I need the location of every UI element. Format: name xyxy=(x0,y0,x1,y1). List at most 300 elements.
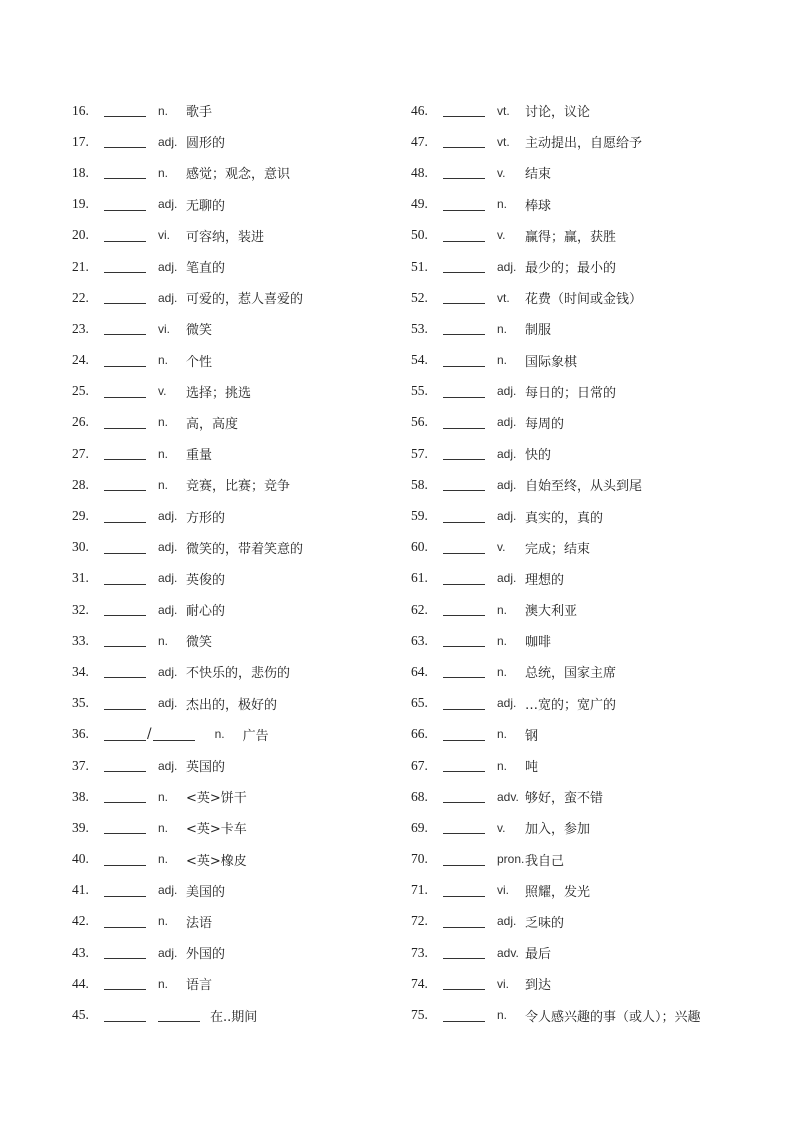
vocab-row xyxy=(411,500,751,531)
answer-blank[interactable] xyxy=(443,977,485,990)
item-number: 58. xyxy=(411,476,428,492)
item-number: 72. xyxy=(411,913,428,929)
chinese-meaning: 我自己 xyxy=(525,853,565,869)
chinese-meaning: 耐心的 xyxy=(186,604,226,620)
vocab-row xyxy=(411,812,751,843)
answer-blank[interactable] xyxy=(104,510,146,523)
vocab-row xyxy=(72,750,392,781)
part-of-speech: pron. xyxy=(497,852,525,867)
part-of-speech: v. xyxy=(158,384,167,399)
chinese-meaning: …宽的；宽广的 xyxy=(525,697,617,713)
vocab-row xyxy=(72,126,392,157)
vocab-row xyxy=(72,251,392,282)
item-number: 59. xyxy=(411,508,428,524)
vocab-row xyxy=(411,469,751,500)
answer-blank[interactable] xyxy=(443,198,485,211)
answer-blank[interactable] xyxy=(443,166,485,179)
slash-separator: / xyxy=(147,726,152,743)
vocab-row xyxy=(411,282,751,313)
answer-blank[interactable] xyxy=(104,198,146,211)
vocab-row xyxy=(72,906,392,937)
vocab-row xyxy=(411,376,751,407)
part-of-speech: n. xyxy=(158,446,169,461)
part-of-speech: n. xyxy=(497,664,508,679)
part-of-speech: v. xyxy=(497,165,506,180)
chinese-meaning: 加入，参加 xyxy=(525,822,591,838)
chinese-meaning: 高，高度 xyxy=(186,416,239,432)
part-of-speech: adv. xyxy=(497,789,519,804)
answer-blank[interactable] xyxy=(104,447,146,460)
chinese-meaning: 制服 xyxy=(525,323,552,339)
chinese-meaning: 钢 xyxy=(525,728,539,744)
vocab-row xyxy=(72,563,392,594)
vocab-row xyxy=(72,844,392,875)
answer-blank[interactable] xyxy=(104,759,146,772)
item-number: 69. xyxy=(411,819,428,835)
vocab-row xyxy=(411,656,751,687)
chinese-meaning: 选择；挑选 xyxy=(186,385,252,401)
answer-blank[interactable] xyxy=(443,915,485,928)
item-number: 46. xyxy=(411,102,428,118)
part-of-speech: n. xyxy=(497,758,508,773)
chinese-meaning: 美国的 xyxy=(186,884,226,900)
vocab-row xyxy=(72,189,392,220)
part-of-speech: vi. xyxy=(497,976,509,991)
part-of-speech: n. xyxy=(214,727,225,742)
part-of-speech: n. xyxy=(497,633,508,648)
vocab-row xyxy=(411,189,751,220)
part-of-speech: v. xyxy=(497,540,506,555)
part-of-speech: adj. xyxy=(497,259,517,274)
chinese-meaning: 无聊的 xyxy=(186,198,226,214)
chinese-meaning: 可爱的，惹人喜爱的 xyxy=(186,292,304,308)
answer-blank[interactable] xyxy=(104,603,146,616)
part-of-speech: adj. xyxy=(497,696,517,711)
item-number: 37. xyxy=(72,757,89,773)
vocab-row xyxy=(72,688,392,719)
answer-blank[interactable] xyxy=(443,510,485,523)
answer-blank[interactable] xyxy=(104,946,146,959)
vocab-row xyxy=(72,407,392,438)
item-number: 65. xyxy=(411,695,428,711)
vocab-row xyxy=(411,407,751,438)
chinese-meaning: 照耀，发光 xyxy=(525,884,591,900)
vocab-row xyxy=(72,220,392,251)
chinese-meaning: 咖啡 xyxy=(525,635,552,651)
part-of-speech: n. xyxy=(158,914,169,929)
chinese-meaning: <英>卡车 xyxy=(186,822,247,838)
vocab-row xyxy=(72,594,392,625)
chinese-meaning: 个性 xyxy=(186,354,213,370)
item-number: 60. xyxy=(411,539,428,555)
vocab-row xyxy=(72,812,392,843)
item-number: 54. xyxy=(411,352,428,368)
chinese-meaning: 理想的 xyxy=(525,572,565,588)
item-number: 45. xyxy=(72,1007,89,1023)
answer-blank[interactable] xyxy=(104,853,146,866)
item-number: 48. xyxy=(411,164,428,180)
answer-blank[interactable] xyxy=(443,478,485,491)
item-number: 41. xyxy=(72,882,89,898)
item-number: 21. xyxy=(72,258,89,274)
chinese-meaning: 花费（时间或金钱） xyxy=(525,292,643,308)
item-number: 20. xyxy=(72,227,89,243)
vocab-row xyxy=(411,220,751,251)
answer-blank[interactable] xyxy=(104,291,146,304)
vocab-row xyxy=(72,157,392,188)
part-of-speech: adj. xyxy=(158,664,178,679)
part-of-speech: adj. xyxy=(158,540,178,555)
item-number: 25. xyxy=(72,383,89,399)
part-of-speech: n. xyxy=(158,165,169,180)
chinese-meaning: 赢得；赢，获胜 xyxy=(525,229,617,245)
item-number: 49. xyxy=(411,196,428,212)
chinese-meaning: 不快乐的，悲伤的 xyxy=(186,666,291,682)
item-number: 16. xyxy=(72,102,89,118)
answer-blank[interactable] xyxy=(104,104,146,117)
part-of-speech: v. xyxy=(497,820,506,835)
vocab-row xyxy=(72,532,392,563)
answer-blank[interactable] xyxy=(443,821,485,834)
part-of-speech: vt. xyxy=(497,290,510,305)
item-number: 23. xyxy=(72,320,89,336)
chinese-meaning: 主动提出，自愿给予 xyxy=(525,136,643,152)
item-number: 71. xyxy=(411,882,428,898)
answer-blank[interactable] xyxy=(443,665,485,678)
answer-blank[interactable] xyxy=(153,728,195,741)
vocab-row xyxy=(411,532,751,563)
chinese-meaning: 澳大利亚 xyxy=(525,604,578,620)
answer-blank[interactable] xyxy=(104,478,146,491)
chinese-meaning: 外国的 xyxy=(186,947,226,963)
answer-blank[interactable] xyxy=(104,135,146,148)
item-number: 33. xyxy=(72,632,89,648)
item-number: 39. xyxy=(72,819,89,835)
chinese-meaning: 真实的，真的 xyxy=(525,510,604,526)
chinese-meaning: 结束 xyxy=(525,167,552,183)
item-number: 67. xyxy=(411,757,428,773)
vocab-row xyxy=(411,625,751,656)
chinese-meaning: 英国的 xyxy=(186,760,226,776)
answer-blank[interactable] xyxy=(443,853,485,866)
part-of-speech: n. xyxy=(158,820,169,835)
answer-blank[interactable] xyxy=(443,572,485,585)
answer-blank[interactable] xyxy=(104,1009,146,1022)
answer-blank[interactable] xyxy=(104,260,146,273)
chinese-meaning: 完成；结束 xyxy=(525,541,591,557)
vocab-row xyxy=(411,688,751,719)
answer-blank[interactable] xyxy=(104,915,146,928)
chinese-meaning: 吨 xyxy=(525,760,539,776)
chinese-meaning: 歌手 xyxy=(186,105,213,121)
vocab-row xyxy=(72,345,392,376)
chinese-meaning: 在..期间 xyxy=(210,1009,258,1025)
part-of-speech: vt. xyxy=(497,134,510,149)
part-of-speech: n. xyxy=(158,633,169,648)
chinese-meaning: 可容纳，装进 xyxy=(186,229,265,245)
vocab-row xyxy=(411,313,751,344)
item-number: 61. xyxy=(411,570,428,586)
vocab-row xyxy=(411,999,751,1030)
answer-blank[interactable] xyxy=(104,665,146,678)
answer-blank[interactable] xyxy=(443,697,485,710)
answer-blank[interactable] xyxy=(104,322,146,335)
item-number: 26. xyxy=(72,414,89,430)
part-of-speech: adj. xyxy=(158,696,178,711)
part-of-speech: adv. xyxy=(497,945,519,960)
vocab-row xyxy=(411,95,751,126)
answer-blank[interactable] xyxy=(443,603,485,616)
item-number: 75. xyxy=(411,1007,428,1023)
answer-blank[interactable] xyxy=(443,135,485,148)
part-of-speech: adj. xyxy=(497,477,517,492)
answer-blank[interactable] xyxy=(443,229,485,242)
item-number: 64. xyxy=(411,663,428,679)
item-number: 63. xyxy=(411,632,428,648)
part-of-speech: adj. xyxy=(158,758,178,773)
vocab-row xyxy=(411,937,751,968)
vocab-row xyxy=(72,719,392,750)
chinese-meaning: 最后 xyxy=(525,947,552,963)
item-number: 57. xyxy=(411,445,428,461)
chinese-meaning: 重量 xyxy=(186,448,213,464)
left-column xyxy=(72,95,392,1031)
chinese-meaning: 到达 xyxy=(525,978,552,994)
item-number: 43. xyxy=(72,944,89,960)
part-of-speech: adj. xyxy=(497,914,517,929)
item-number: 29. xyxy=(72,508,89,524)
chinese-meaning: 方形的 xyxy=(186,510,226,526)
part-of-speech: vt. xyxy=(497,103,510,118)
part-of-speech: n. xyxy=(497,353,508,368)
answer-blank[interactable] xyxy=(104,385,146,398)
answer-blank[interactable] xyxy=(104,697,146,710)
item-number: 50. xyxy=(411,227,428,243)
chinese-meaning: 令人感兴趣的事（或人）；兴趣 xyxy=(525,1009,701,1025)
item-number: 70. xyxy=(411,851,428,867)
vocab-row xyxy=(411,875,751,906)
part-of-speech: adj. xyxy=(158,197,178,212)
part-of-speech: adj. xyxy=(497,446,517,461)
vocab-row xyxy=(411,126,751,157)
item-number: 34. xyxy=(72,663,89,679)
answer-blank[interactable] xyxy=(443,354,485,367)
item-number: 38. xyxy=(72,788,89,804)
vocab-row xyxy=(411,563,751,594)
item-number: 66. xyxy=(411,726,428,742)
answer-blank[interactable] xyxy=(104,790,146,803)
chinese-meaning: 竞赛，比赛；竞争 xyxy=(186,479,291,495)
chinese-meaning: 杰出的，极好的 xyxy=(186,697,278,713)
item-number: 53. xyxy=(411,320,428,336)
item-number: 62. xyxy=(411,601,428,617)
item-number: 52. xyxy=(411,289,428,305)
answer-blank[interactable] xyxy=(443,291,485,304)
item-number: 44. xyxy=(72,975,89,991)
answer-blank[interactable] xyxy=(443,416,485,429)
part-of-speech: vi. xyxy=(497,883,509,898)
answer-blank[interactable] xyxy=(443,447,485,460)
chinese-meaning: 快的 xyxy=(525,448,552,464)
vocab-row xyxy=(411,157,751,188)
item-number: 40. xyxy=(72,851,89,867)
item-number: 74. xyxy=(411,975,428,991)
item-number: 22. xyxy=(72,289,89,305)
part-of-speech: vi. xyxy=(158,228,170,243)
chinese-meaning: 最少的；最小的 xyxy=(525,261,617,277)
answer-blank[interactable] xyxy=(104,541,146,554)
part-of-speech: n. xyxy=(158,415,169,430)
item-number: 42. xyxy=(72,913,89,929)
vocab-row xyxy=(72,781,392,812)
chinese-meaning: 自始至终，从头到尾 xyxy=(525,479,643,495)
vocab-row xyxy=(72,438,392,469)
answer-blank[interactable] xyxy=(104,977,146,990)
item-number: 51. xyxy=(411,258,428,274)
part-of-speech: n. xyxy=(158,852,169,867)
part-of-speech: n. xyxy=(158,103,169,118)
chinese-meaning: 圆形的 xyxy=(186,136,226,152)
part-of-speech: adj. xyxy=(497,509,517,524)
item-number: 31. xyxy=(72,570,89,586)
item-number: 18. xyxy=(72,164,89,180)
part-of-speech: adj. xyxy=(158,602,178,617)
item-number: 17. xyxy=(72,133,89,149)
item-number: 19. xyxy=(72,196,89,212)
answer-blank[interactable] xyxy=(443,260,485,273)
item-number: 55. xyxy=(411,383,428,399)
right-column xyxy=(411,95,751,1031)
answer-blank[interactable] xyxy=(104,884,146,897)
answer-blank[interactable] xyxy=(104,416,146,429)
vocab-row xyxy=(72,968,392,999)
part-of-speech: n. xyxy=(158,353,169,368)
vocab-row xyxy=(411,781,751,812)
chinese-meaning: 广告 xyxy=(242,728,269,744)
answer-blank[interactable] xyxy=(443,541,485,554)
answer-blank[interactable] xyxy=(443,104,485,117)
part-of-speech: adj. xyxy=(158,945,178,960)
item-number: 28. xyxy=(72,476,89,492)
answer-blank[interactable] xyxy=(104,229,146,242)
chinese-meaning: 够好，蛮不错 xyxy=(525,791,604,807)
vocab-row xyxy=(72,937,392,968)
chinese-meaning: 乏味的 xyxy=(525,915,565,931)
answer-blank[interactable] xyxy=(158,1009,200,1022)
vocab-row xyxy=(72,469,392,500)
answer-blank[interactable] xyxy=(104,728,146,741)
part-of-speech: v. xyxy=(497,228,506,243)
item-number: 68. xyxy=(411,788,428,804)
vocab-row xyxy=(411,438,751,469)
part-of-speech: n. xyxy=(158,976,169,991)
item-number: 73. xyxy=(411,944,428,960)
chinese-meaning: <英>橡皮 xyxy=(186,853,247,869)
part-of-speech: adj. xyxy=(497,571,517,586)
chinese-meaning: 棒球 xyxy=(525,198,552,214)
vocab-row xyxy=(72,313,392,344)
answer-blank[interactable] xyxy=(443,385,485,398)
answer-blank[interactable] xyxy=(104,572,146,585)
answer-blank[interactable] xyxy=(443,790,485,803)
answer-blank[interactable] xyxy=(443,322,485,335)
chinese-meaning: 微笑的，带着笑意的 xyxy=(186,541,304,557)
part-of-speech: n. xyxy=(497,321,508,336)
item-number: 30. xyxy=(72,539,89,555)
chinese-meaning: 每日的；日常的 xyxy=(525,385,617,401)
vocab-row xyxy=(72,625,392,656)
part-of-speech: n. xyxy=(497,197,508,212)
answer-blank[interactable] xyxy=(443,759,485,772)
part-of-speech: adj. xyxy=(497,415,517,430)
answer-blank[interactable] xyxy=(104,354,146,367)
vocab-row xyxy=(411,750,751,781)
chinese-meaning: 语言 xyxy=(186,978,213,994)
chinese-meaning: 国际象棋 xyxy=(525,354,578,370)
answer-blank[interactable] xyxy=(443,946,485,959)
item-number: 27. xyxy=(72,445,89,461)
part-of-speech: n. xyxy=(158,789,169,804)
answer-blank[interactable] xyxy=(443,884,485,897)
part-of-speech: adj. xyxy=(158,883,178,898)
chinese-meaning: 微笑 xyxy=(186,635,213,651)
chinese-meaning: 感觉；观念，意识 xyxy=(186,167,291,183)
part-of-speech: n. xyxy=(497,727,508,742)
item-number: 56. xyxy=(411,414,428,430)
part-of-speech: adj. xyxy=(158,290,178,305)
answer-blank[interactable] xyxy=(443,728,485,741)
vocab-row xyxy=(72,95,392,126)
answer-blank[interactable] xyxy=(443,1009,485,1022)
part-of-speech: n. xyxy=(497,1008,508,1023)
vocab-row xyxy=(411,968,751,999)
part-of-speech: adj. xyxy=(158,509,178,524)
part-of-speech: adj. xyxy=(158,259,178,274)
vocab-row xyxy=(411,594,751,625)
vocab-row xyxy=(72,500,392,531)
chinese-meaning: 英俊的 xyxy=(186,572,226,588)
part-of-speech: adj. xyxy=(158,134,178,149)
vocab-row xyxy=(72,999,392,1030)
vocab-row xyxy=(411,719,751,750)
chinese-meaning: 法语 xyxy=(186,915,213,931)
part-of-speech: adj. xyxy=(158,571,178,586)
answer-blank[interactable] xyxy=(104,821,146,834)
vocab-row xyxy=(411,906,751,937)
chinese-meaning: <英>饼干 xyxy=(186,791,247,807)
vocab-row xyxy=(72,376,392,407)
vocab-row xyxy=(72,656,392,687)
chinese-meaning: 每周的 xyxy=(525,416,565,432)
answer-blank[interactable] xyxy=(104,634,146,647)
answer-blank[interactable] xyxy=(104,166,146,179)
part-of-speech: n. xyxy=(158,477,169,492)
vocab-row xyxy=(411,251,751,282)
item-number: 32. xyxy=(72,601,89,617)
item-number: 36. xyxy=(72,726,89,742)
chinese-meaning: 讨论，议论 xyxy=(525,105,591,121)
chinese-meaning: 总统，国家主席 xyxy=(525,666,617,682)
chinese-meaning: 微笑 xyxy=(186,323,213,339)
item-number: 35. xyxy=(72,695,89,711)
part-of-speech: adj. xyxy=(497,384,517,399)
vocab-row xyxy=(72,282,392,313)
vocab-row xyxy=(411,345,751,376)
item-number: 47. xyxy=(411,133,428,149)
item-number: 24. xyxy=(72,352,89,368)
part-of-speech: n. xyxy=(497,602,508,617)
answer-blank[interactable] xyxy=(443,634,485,647)
